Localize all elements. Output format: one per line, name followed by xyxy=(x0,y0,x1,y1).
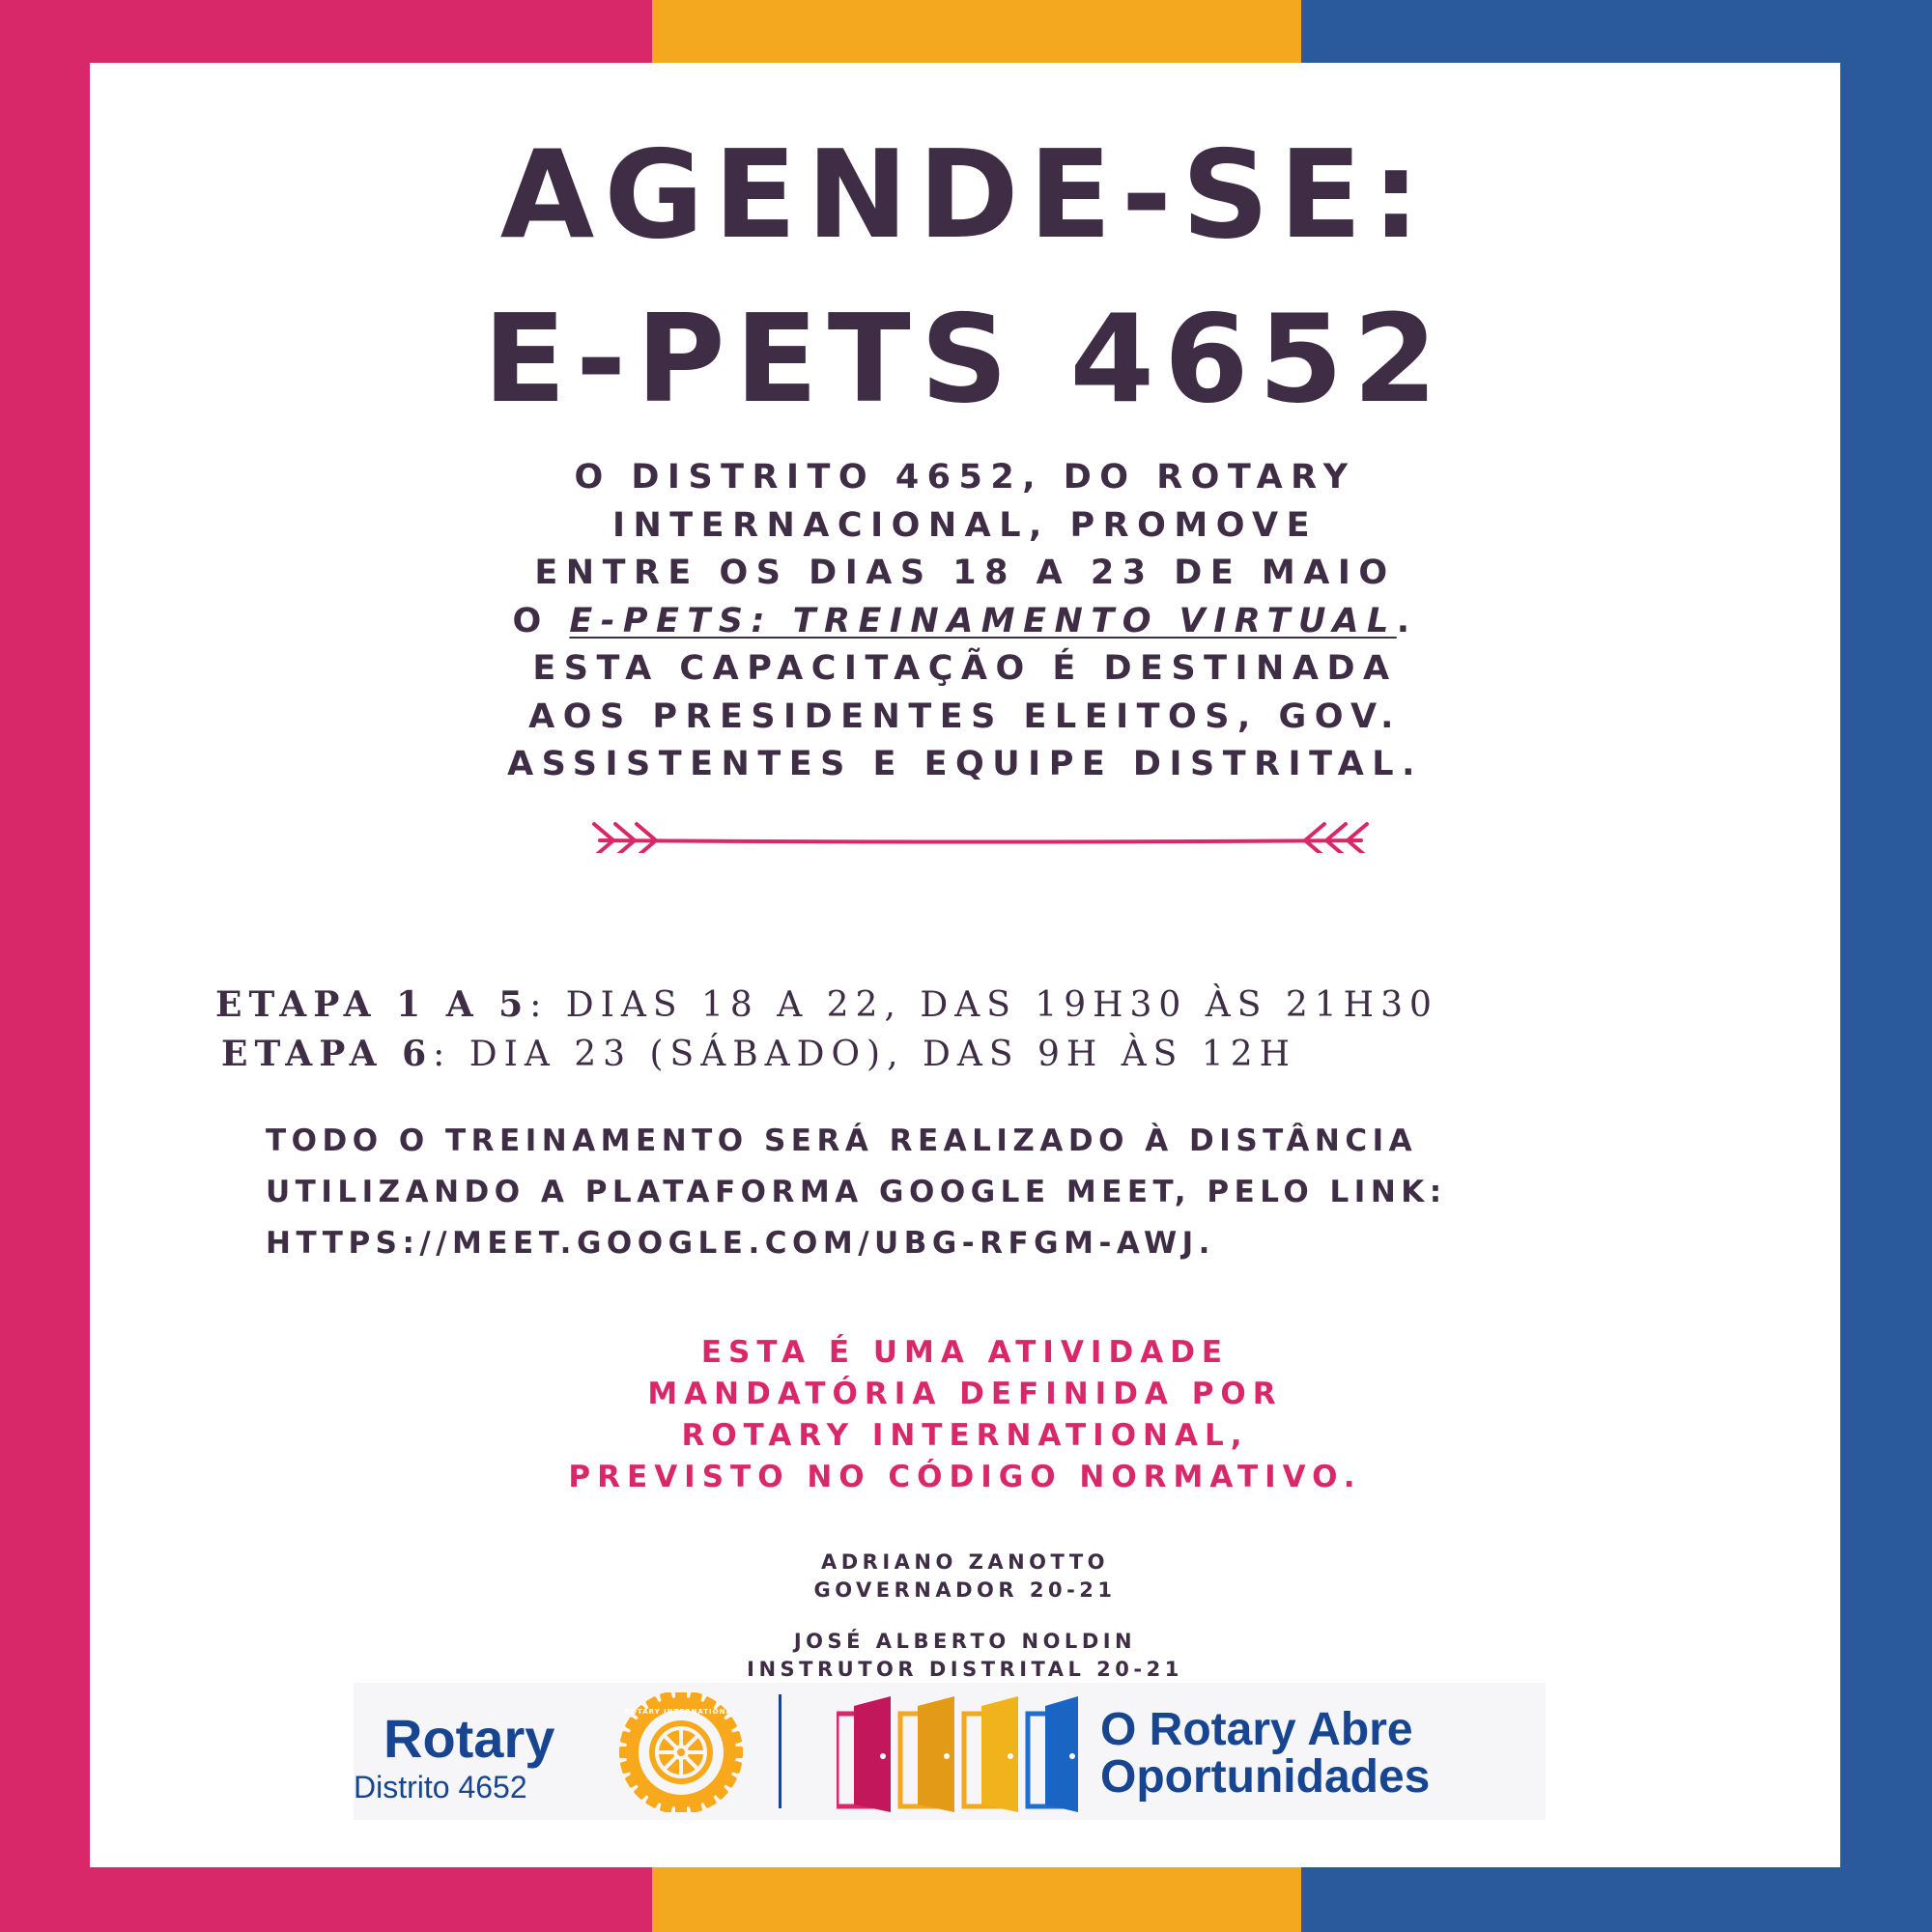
intro-line-prefix: O xyxy=(512,601,570,640)
poster-title-line1: AGENDE-SE: xyxy=(499,124,1431,266)
wheel-ring-text: ROTARY INTERNATIONAL xyxy=(624,1708,738,1716)
signature-role: INSTRUTOR DISTRITAL 20-21 xyxy=(747,1658,1183,1681)
intro-line: ESTA CAPACITAÇÃO É DESTINADA xyxy=(532,649,1398,688)
rotary-wheel-icon xyxy=(614,1692,748,1812)
meet-link: HTTPS://MEET.GOOGLE.COM/UBG-RFGM-AWJ. xyxy=(266,1226,1215,1261)
intro-paragraph xyxy=(90,454,1840,789)
mandatory-line: ESTA É UMA ATIVIDADE xyxy=(700,1335,1230,1370)
intro-line-event xyxy=(90,598,1840,646)
poster-panel xyxy=(90,63,1840,1867)
remote-line: UTILIZANDO A PLATAFORMA GOOGLE MEET, PELO LINK: xyxy=(266,1175,1447,1209)
signature-instructor xyxy=(90,1628,1840,1684)
intro-line: ASSISTENTES E EQUIPE DISTRITAL. xyxy=(507,745,1423,783)
schedule-label: ETAPA 6 xyxy=(221,1034,434,1074)
district-label: Distrito 4652 xyxy=(354,1770,527,1804)
doors-icon xyxy=(837,1694,1078,1812)
signature-governor xyxy=(90,1548,1840,1605)
double-arrow-divider-icon xyxy=(592,805,1369,853)
signature-name: ADRIANO ZANOTTO xyxy=(820,1550,1110,1574)
rotary-logo-text: Rotary xyxy=(384,1708,555,1769)
signature-role: GOVERNADOR 20-21 xyxy=(813,1578,1117,1602)
schedule-label: ETAPA 1 A 5 xyxy=(215,984,530,1025)
intro-line-suffix: . xyxy=(1396,601,1418,640)
mandatory-line: ROTARY INTERNATIONAL, xyxy=(681,1418,1249,1453)
slogan xyxy=(1100,1706,1430,1801)
remote-info xyxy=(266,1116,1447,1269)
logo-separator xyxy=(779,1694,781,1808)
mandatory-line: PREVISTO NO CÓDIGO NORMATIVO. xyxy=(568,1460,1362,1494)
remote-line: TODO O TREINAMENTO SERÁ REALIZADO À DISTÂNCIA xyxy=(266,1123,1418,1158)
schedule-block xyxy=(215,980,1438,1079)
intro-line: O DISTRITO 4652, DO ROTARY xyxy=(574,458,1356,497)
event-name-emphasis: E-PETS: TREINAMENTO VIRTUAL xyxy=(569,601,1397,640)
intro-line: ENTRE OS DIAS 18 A 23 DE MAIO xyxy=(534,554,1396,592)
schedule-text: : DIAS 18 A 22, DAS 19H30 ÀS 21H30 xyxy=(529,985,1438,1025)
slogan-line: O Rotary Abre xyxy=(1100,1704,1413,1755)
intro-line: AOS PRESIDENTES ELEITOS, GOV. xyxy=(528,696,1402,736)
footer-logo-bar xyxy=(354,1683,1546,1820)
schedule-text: : DIA 23 (SÁBADO), DAS 9H ÀS 12H xyxy=(433,1035,1296,1074)
intro-line: INTERNACIONAL, PROMOVE xyxy=(611,505,1319,545)
mandatory-notice xyxy=(90,1332,1840,1498)
mandatory-line: MANDATÓRIA DEFINIDA POR xyxy=(647,1377,1283,1411)
schedule-row xyxy=(215,980,1438,1030)
schedule-row xyxy=(215,1030,1438,1079)
poster-title-line2: E-PETS 4652 xyxy=(482,288,1448,430)
signature-name: JOSÉ ALBERTO NOLDIN xyxy=(793,1630,1137,1653)
slogan-line: Oportunidades xyxy=(1100,1751,1431,1803)
